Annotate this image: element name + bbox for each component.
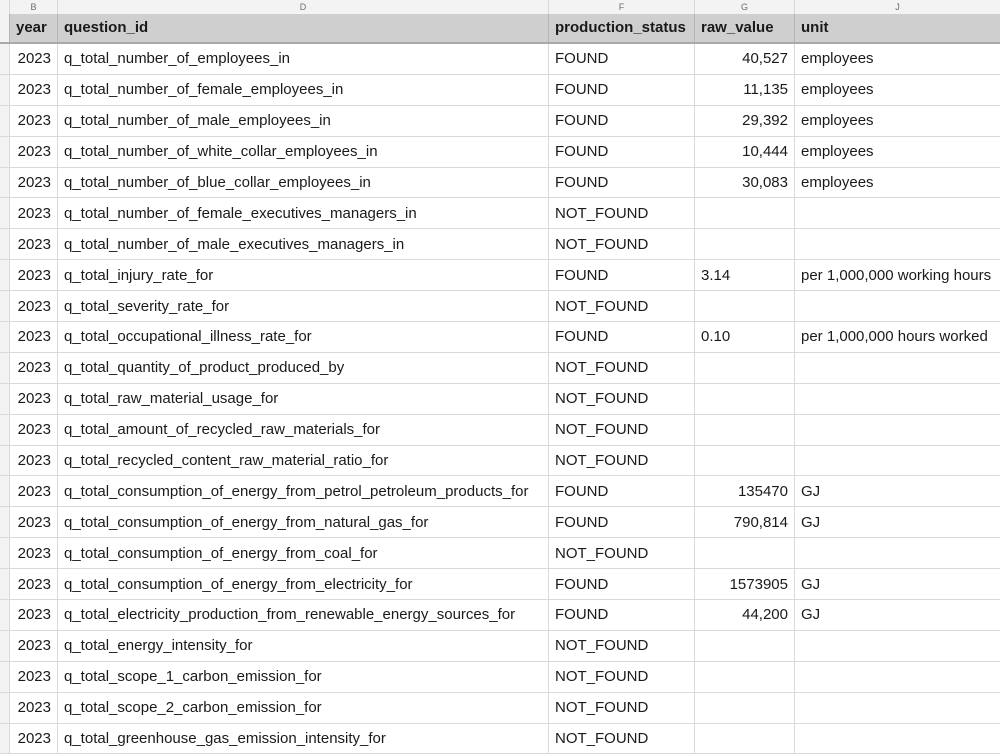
cell-unit[interactable]: employees bbox=[801, 81, 874, 99]
cell-unit[interactable]: employees bbox=[801, 112, 874, 130]
cell-year[interactable]: 2023 bbox=[10, 44, 58, 74]
cell-unit[interactable]: GJ bbox=[801, 575, 821, 593]
cell-raw-value[interactable] bbox=[695, 693, 795, 723]
cell-production-status[interactable]: FOUND bbox=[549, 137, 695, 167]
column-letters-bar bbox=[0, 0, 1000, 15]
cell-question-id[interactable]: q_total_number_of_blue_collar_employees_in bbox=[58, 168, 549, 198]
table-row bbox=[0, 75, 1000, 106]
cell-raw-value[interactable]: 29,392 bbox=[695, 106, 795, 136]
row-gutter[interactable] bbox=[0, 106, 10, 136]
cell-year[interactable]: 2023 bbox=[10, 631, 58, 661]
cell-year[interactable]: 2023 bbox=[10, 446, 58, 476]
cell-year[interactable]: 2023 bbox=[10, 168, 58, 198]
cell-production-status[interactable]: FOUND bbox=[549, 168, 695, 198]
cell-question-id[interactable]: q_total_electricity_production_from_renewable_energy_sources_for bbox=[58, 600, 549, 630]
header-production-status[interactable]: production_status bbox=[549, 14, 695, 42]
column-letter-j[interactable]: J bbox=[895, 2, 900, 12]
row-gutter[interactable] bbox=[0, 415, 10, 445]
header-question-id[interactable]: question_id bbox=[58, 14, 549, 42]
cell-raw-value[interactable] bbox=[695, 631, 795, 661]
cell-question-id[interactable]: q_total_scope_2_carbon_emission_for bbox=[58, 693, 549, 723]
cell-year[interactable]: 2023 bbox=[10, 600, 58, 630]
cell-year[interactable]: 2023 bbox=[10, 75, 58, 105]
cell-unit[interactable] bbox=[795, 198, 1000, 228]
cell-raw-value[interactable] bbox=[695, 415, 795, 445]
cell-year[interactable]: 2023 bbox=[10, 137, 58, 167]
table-row bbox=[0, 476, 1000, 507]
cell-raw-value[interactable]: 40,527 bbox=[695, 44, 795, 74]
cell-raw-value[interactable]: 10,444 bbox=[695, 137, 795, 167]
cell-production-status[interactable]: FOUND bbox=[549, 476, 695, 506]
row-gutter[interactable] bbox=[0, 538, 10, 568]
cell-question-id[interactable]: q_total_consumption_of_energy_from_natural_gas_for bbox=[58, 507, 549, 537]
row-gutter[interactable] bbox=[0, 476, 10, 506]
cell-question-id[interactable]: q_total_number_of_white_collar_employees_in bbox=[58, 137, 549, 167]
cell-raw-value[interactable]: 3.14 bbox=[695, 260, 795, 290]
table-row bbox=[0, 446, 1000, 477]
table-row bbox=[0, 693, 1000, 724]
header-unit[interactable]: unit bbox=[801, 19, 829, 36]
cell-raw-value[interactable] bbox=[695, 724, 795, 754]
cell-question-id[interactable]: q_total_recycled_content_raw_material_ratio_for bbox=[58, 446, 549, 476]
cell-unit[interactable]: GJ bbox=[801, 482, 821, 500]
cell-production-status[interactable]: NOT_FOUND bbox=[549, 631, 695, 661]
cell-production-status[interactable]: NOT_FOUND bbox=[549, 198, 695, 228]
table-row bbox=[0, 291, 1000, 322]
cell-production-status[interactable]: FOUND bbox=[549, 507, 695, 537]
cell-raw-value[interactable] bbox=[695, 384, 795, 414]
column-letter-f[interactable]: F bbox=[549, 0, 695, 14]
table-row bbox=[0, 168, 1000, 199]
cell-year[interactable]: 2023 bbox=[10, 507, 58, 537]
row-gutter[interactable] bbox=[0, 507, 10, 537]
cell-production-status[interactable]: NOT_FOUND bbox=[549, 291, 695, 321]
table-row bbox=[0, 415, 1000, 446]
cell-production-status[interactable]: NOT_FOUND bbox=[549, 229, 695, 259]
cell-production-status[interactable]: FOUND bbox=[549, 260, 695, 290]
cell-question-id[interactable]: q_total_number_of_female_employees_in bbox=[58, 75, 549, 105]
cell-question-id[interactable]: q_total_scope_1_carbon_emission_for bbox=[58, 662, 549, 692]
cell-raw-value[interactable]: 44,200 bbox=[695, 600, 795, 630]
row-gutter[interactable] bbox=[0, 168, 10, 198]
table-row bbox=[0, 322, 1000, 353]
column-letter-g[interactable]: G bbox=[695, 0, 795, 14]
cell-raw-value[interactable]: 11,135 bbox=[695, 75, 795, 105]
cell-year[interactable]: 2023 bbox=[10, 106, 58, 136]
header-year[interactable]: year bbox=[10, 14, 58, 42]
row-gutter[interactable] bbox=[0, 384, 10, 414]
row-gutter[interactable] bbox=[0, 600, 10, 630]
cell-unit[interactable]: employees bbox=[801, 143, 874, 161]
row-gutter[interactable] bbox=[0, 662, 10, 692]
cell-year[interactable]: 2023 bbox=[10, 353, 58, 383]
table-row bbox=[0, 198, 1000, 229]
cell-year[interactable]: 2023 bbox=[10, 538, 58, 568]
data-rows bbox=[0, 44, 1000, 754]
cell-year[interactable]: 2023 bbox=[10, 384, 58, 414]
cell-production-status[interactable]: FOUND bbox=[549, 569, 695, 599]
column-letter-hidden[interactable] bbox=[0, 0, 10, 14]
cell-question-id[interactable]: q_total_amount_of_recycled_raw_materials_for bbox=[58, 415, 549, 445]
column-letter-d[interactable]: D bbox=[58, 0, 549, 14]
row-gutter[interactable] bbox=[0, 75, 10, 105]
cell-raw-value[interactable]: 790,814 bbox=[695, 507, 795, 537]
cell-question-id[interactable]: q_total_injury_rate_for bbox=[58, 260, 549, 290]
cell-unit[interactable]: GJ bbox=[801, 513, 821, 531]
header-raw-value[interactable]: raw_value bbox=[695, 14, 795, 42]
cell-question-id[interactable]: q_total_quantity_of_product_produced_by bbox=[58, 353, 549, 383]
table-row bbox=[0, 662, 1000, 693]
cell-production-status[interactable]: FOUND bbox=[549, 44, 695, 74]
cell-question-id[interactable]: q_total_number_of_female_executives_managers_in bbox=[58, 198, 549, 228]
table-row bbox=[0, 569, 1000, 600]
row-gutter[interactable] bbox=[0, 198, 10, 228]
cell-question-id[interactable]: q_total_number_of_employees_in bbox=[58, 44, 549, 74]
cell-unit[interactable] bbox=[795, 693, 1000, 723]
cell-unit[interactable] bbox=[795, 631, 1000, 661]
table-row bbox=[0, 600, 1000, 631]
table-row bbox=[0, 106, 1000, 137]
row-gutter[interactable] bbox=[0, 446, 10, 476]
cell-production-status[interactable]: NOT_FOUND bbox=[549, 662, 695, 692]
cell-production-status[interactable]: FOUND bbox=[549, 600, 695, 630]
cell-year[interactable]: 2023 bbox=[10, 662, 58, 692]
cell-question-id[interactable]: q_total_severity_rate_for bbox=[58, 291, 549, 321]
cell-unit[interactable] bbox=[795, 229, 1000, 259]
row-gutter-header bbox=[0, 14, 10, 42]
table-row bbox=[0, 538, 1000, 569]
cell-unit[interactable]: employees bbox=[801, 174, 874, 191]
cell-unit[interactable]: per 1,000,000 working hours bbox=[801, 266, 992, 284]
cell-question-id[interactable]: q_total_greenhouse_gas_emission_intensity_for bbox=[58, 724, 549, 754]
cell-unit[interactable]: employees bbox=[801, 50, 874, 68]
cell-question-id[interactable]: q_total_number_of_male_executives_managers_in bbox=[58, 229, 549, 259]
cell-production-status[interactable]: NOT_FOUND bbox=[549, 384, 695, 414]
row-gutter[interactable] bbox=[0, 569, 10, 599]
cell-year[interactable]: 2023 bbox=[10, 693, 58, 723]
table-row bbox=[0, 724, 1000, 754]
row-gutter[interactable] bbox=[0, 724, 10, 754]
cell-unit[interactable]: GJ bbox=[801, 606, 821, 624]
cell-raw-value[interactable]: 30,083 bbox=[695, 168, 795, 198]
row-gutter[interactable] bbox=[0, 631, 10, 661]
cell-production-status[interactable]: NOT_FOUND bbox=[549, 724, 695, 754]
row-gutter[interactable] bbox=[0, 229, 10, 259]
cell-raw-value[interactable] bbox=[695, 291, 795, 321]
cell-raw-value[interactable] bbox=[695, 538, 795, 568]
cell-unit[interactable] bbox=[795, 291, 1000, 321]
cell-question-id[interactable]: q_total_number_of_male_employees_in bbox=[58, 106, 549, 136]
row-gutter[interactable] bbox=[0, 353, 10, 383]
column-letter-b[interactable]: B bbox=[10, 0, 58, 14]
cell-raw-value[interactable] bbox=[695, 446, 795, 476]
table-row bbox=[0, 631, 1000, 662]
cell-year[interactable]: 2023 bbox=[10, 260, 58, 290]
cell-question-id[interactable]: q_total_occupational_illness_rate_for bbox=[58, 322, 549, 352]
cell-unit[interactable] bbox=[795, 353, 1000, 383]
cell-production-status[interactable]: NOT_FOUND bbox=[549, 353, 695, 383]
table-row bbox=[0, 353, 1000, 384]
cell-question-id[interactable]: q_total_consumption_of_energy_from_coal_for bbox=[58, 538, 549, 568]
table-row bbox=[0, 507, 1000, 538]
row-gutter[interactable] bbox=[0, 322, 10, 352]
header-row bbox=[0, 14, 1000, 44]
table-row bbox=[0, 137, 1000, 168]
cell-production-status[interactable]: FOUND bbox=[549, 106, 695, 136]
cell-question-id[interactable]: q_total_energy_intensity_for bbox=[58, 631, 549, 661]
row-gutter[interactable] bbox=[0, 693, 10, 723]
cell-unit[interactable] bbox=[795, 538, 1000, 568]
cell-raw-value[interactable] bbox=[695, 229, 795, 259]
table-row bbox=[0, 260, 1000, 291]
cell-year[interactable]: 2023 bbox=[10, 476, 58, 506]
cell-question-id[interactable]: q_total_raw_material_usage_for bbox=[58, 384, 549, 414]
cell-year[interactable]: 2023 bbox=[10, 569, 58, 599]
table-row bbox=[0, 44, 1000, 75]
table-row bbox=[0, 384, 1000, 415]
cell-unit[interactable] bbox=[795, 662, 1000, 692]
cell-raw-value[interactable]: 1573905 bbox=[695, 569, 795, 599]
cell-question-id[interactable]: q_total_consumption_of_energy_from_electricity_for bbox=[58, 569, 549, 599]
cell-year[interactable]: 2023 bbox=[10, 415, 58, 445]
cell-raw-value[interactable] bbox=[695, 662, 795, 692]
cell-unit[interactable] bbox=[795, 446, 1000, 476]
row-gutter[interactable] bbox=[0, 137, 10, 167]
row-gutter[interactable] bbox=[0, 291, 10, 321]
cell-unit[interactable] bbox=[795, 415, 1000, 445]
cell-raw-value[interactable]: 0.10 bbox=[695, 322, 795, 352]
row-gutter[interactable] bbox=[0, 44, 10, 74]
cell-unit[interactable]: per 1,000,000 hours worked bbox=[801, 328, 988, 346]
cell-raw-value[interactable] bbox=[695, 353, 795, 383]
cell-year[interactable]: 2023 bbox=[10, 198, 58, 228]
cell-production-status[interactable]: NOT_FOUND bbox=[549, 446, 695, 476]
row-gutter[interactable] bbox=[0, 260, 10, 290]
cell-raw-value[interactable] bbox=[695, 198, 795, 228]
table-row bbox=[0, 229, 1000, 260]
cell-year[interactable]: 2023 bbox=[10, 724, 58, 754]
cell-production-status[interactable]: FOUND bbox=[549, 322, 695, 352]
cell-unit[interactable] bbox=[795, 724, 1000, 754]
cell-year[interactable]: 2023 bbox=[10, 291, 58, 321]
cell-production-status[interactable]: NOT_FOUND bbox=[549, 693, 695, 723]
cell-raw-value[interactable]: 135470 bbox=[695, 476, 795, 506]
cell-production-status[interactable]: FOUND bbox=[549, 75, 695, 105]
cell-unit[interactable] bbox=[795, 384, 1000, 414]
cell-production-status[interactable]: NOT_FOUND bbox=[549, 415, 695, 445]
cell-year[interactable]: 2023 bbox=[10, 229, 58, 259]
cell-production-status[interactable]: NOT_FOUND bbox=[549, 538, 695, 568]
cell-year[interactable]: 2023 bbox=[10, 322, 58, 352]
cell-question-id[interactable]: q_total_consumption_of_energy_from_petrol_petroleum_products_for bbox=[58, 476, 549, 506]
